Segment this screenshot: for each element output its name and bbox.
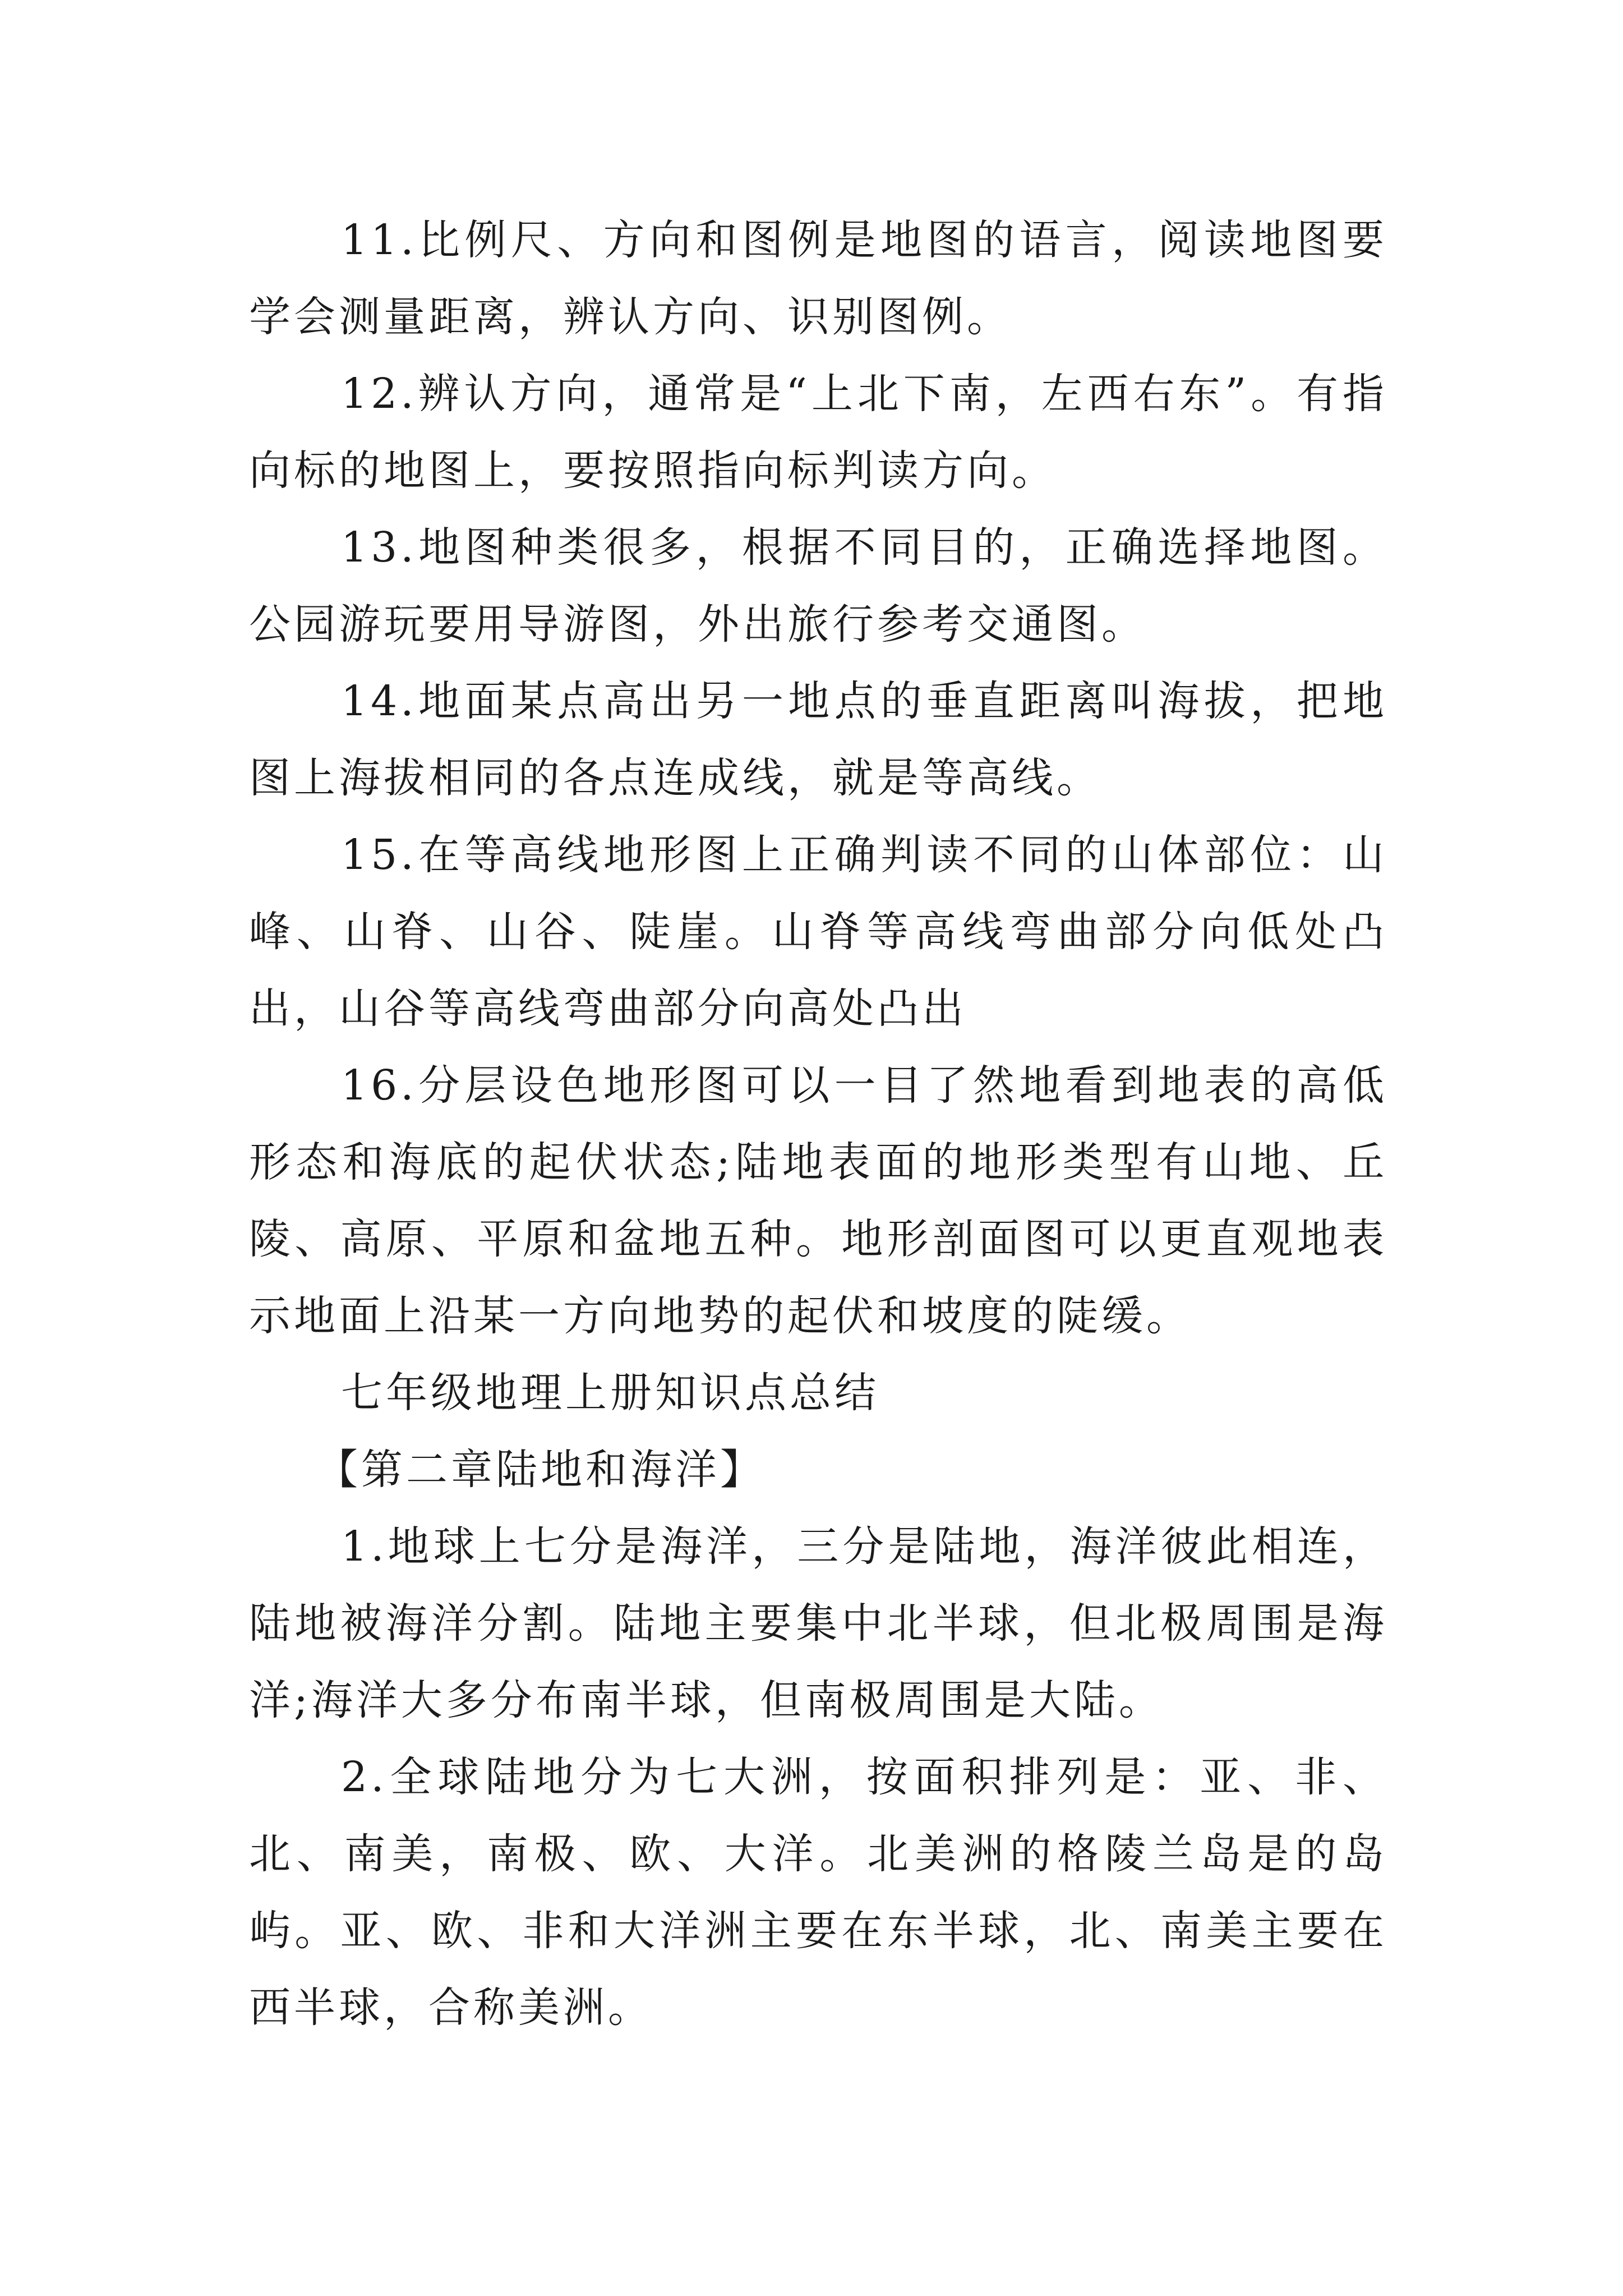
paragraph-16: 16.分层设色地形图可以一目了然地看到地表的高低形态和海底的起伏状态;陆地表面的地形类型有山地、丘陵、高原、平原和盆地五种。地形剖面图可以更直观地表示地面上沿某一方向地势的起伏和坡度的陡缓。	[249, 1061, 1387, 1340]
paragraph-15: 15.在等高线地形图上正确判读不同的山体部位：山峰、山脊、山谷、陡崖。山脊等高线弯曲部分向低处凸出，山谷等高线弯曲部分向高处凸出	[249, 831, 1387, 1033]
chapter-heading: 【第二章陆地和海洋】	[316, 1446, 765, 1494]
paragraph-2: 2.全球陆地分为七大洲，按面积排列是：亚、非、北、南美，南极、欧、大洋。北美洲的格陵兰岛是的岛屿。亚、欧、非和大洋洲主要在东半球，北、南美主要在西半球，合称美洲。	[249, 1753, 1387, 2032]
document-body	[249, 202, 1387, 2046]
paragraph-14: 14.地面某点高出另一地点的垂直距离叫海拔，把地图上海拔相同的各点连成线，就是等高线。	[249, 677, 1387, 802]
paragraph-1: 1.地球上七分是海洋，三分是陆地，海洋彼此相连，陆地被海洋分割。陆地主要集中北半球，但北极周围是海洋;海洋大多分布南半球，但南极周围是大陆。	[249, 1522, 1387, 1724]
paragraph-13: 13.地图种类很多，根据不同目的，正确选择地图。公园游玩要用导游图，外出旅行参考交通图。	[249, 523, 1387, 648]
paragraph-11: 11.比例尺、方向和图例是地图的语言，阅读地图要学会测量距离，辨认方向、识别图例。	[249, 216, 1387, 341]
paragraph-12: 12.辨认方向，通常是“上北下南，左西右东”。有指向标的地图上，要按照指向标判读方向。	[249, 370, 1387, 495]
section-title: 七年级地理上册知识点总结	[341, 1369, 879, 1417]
